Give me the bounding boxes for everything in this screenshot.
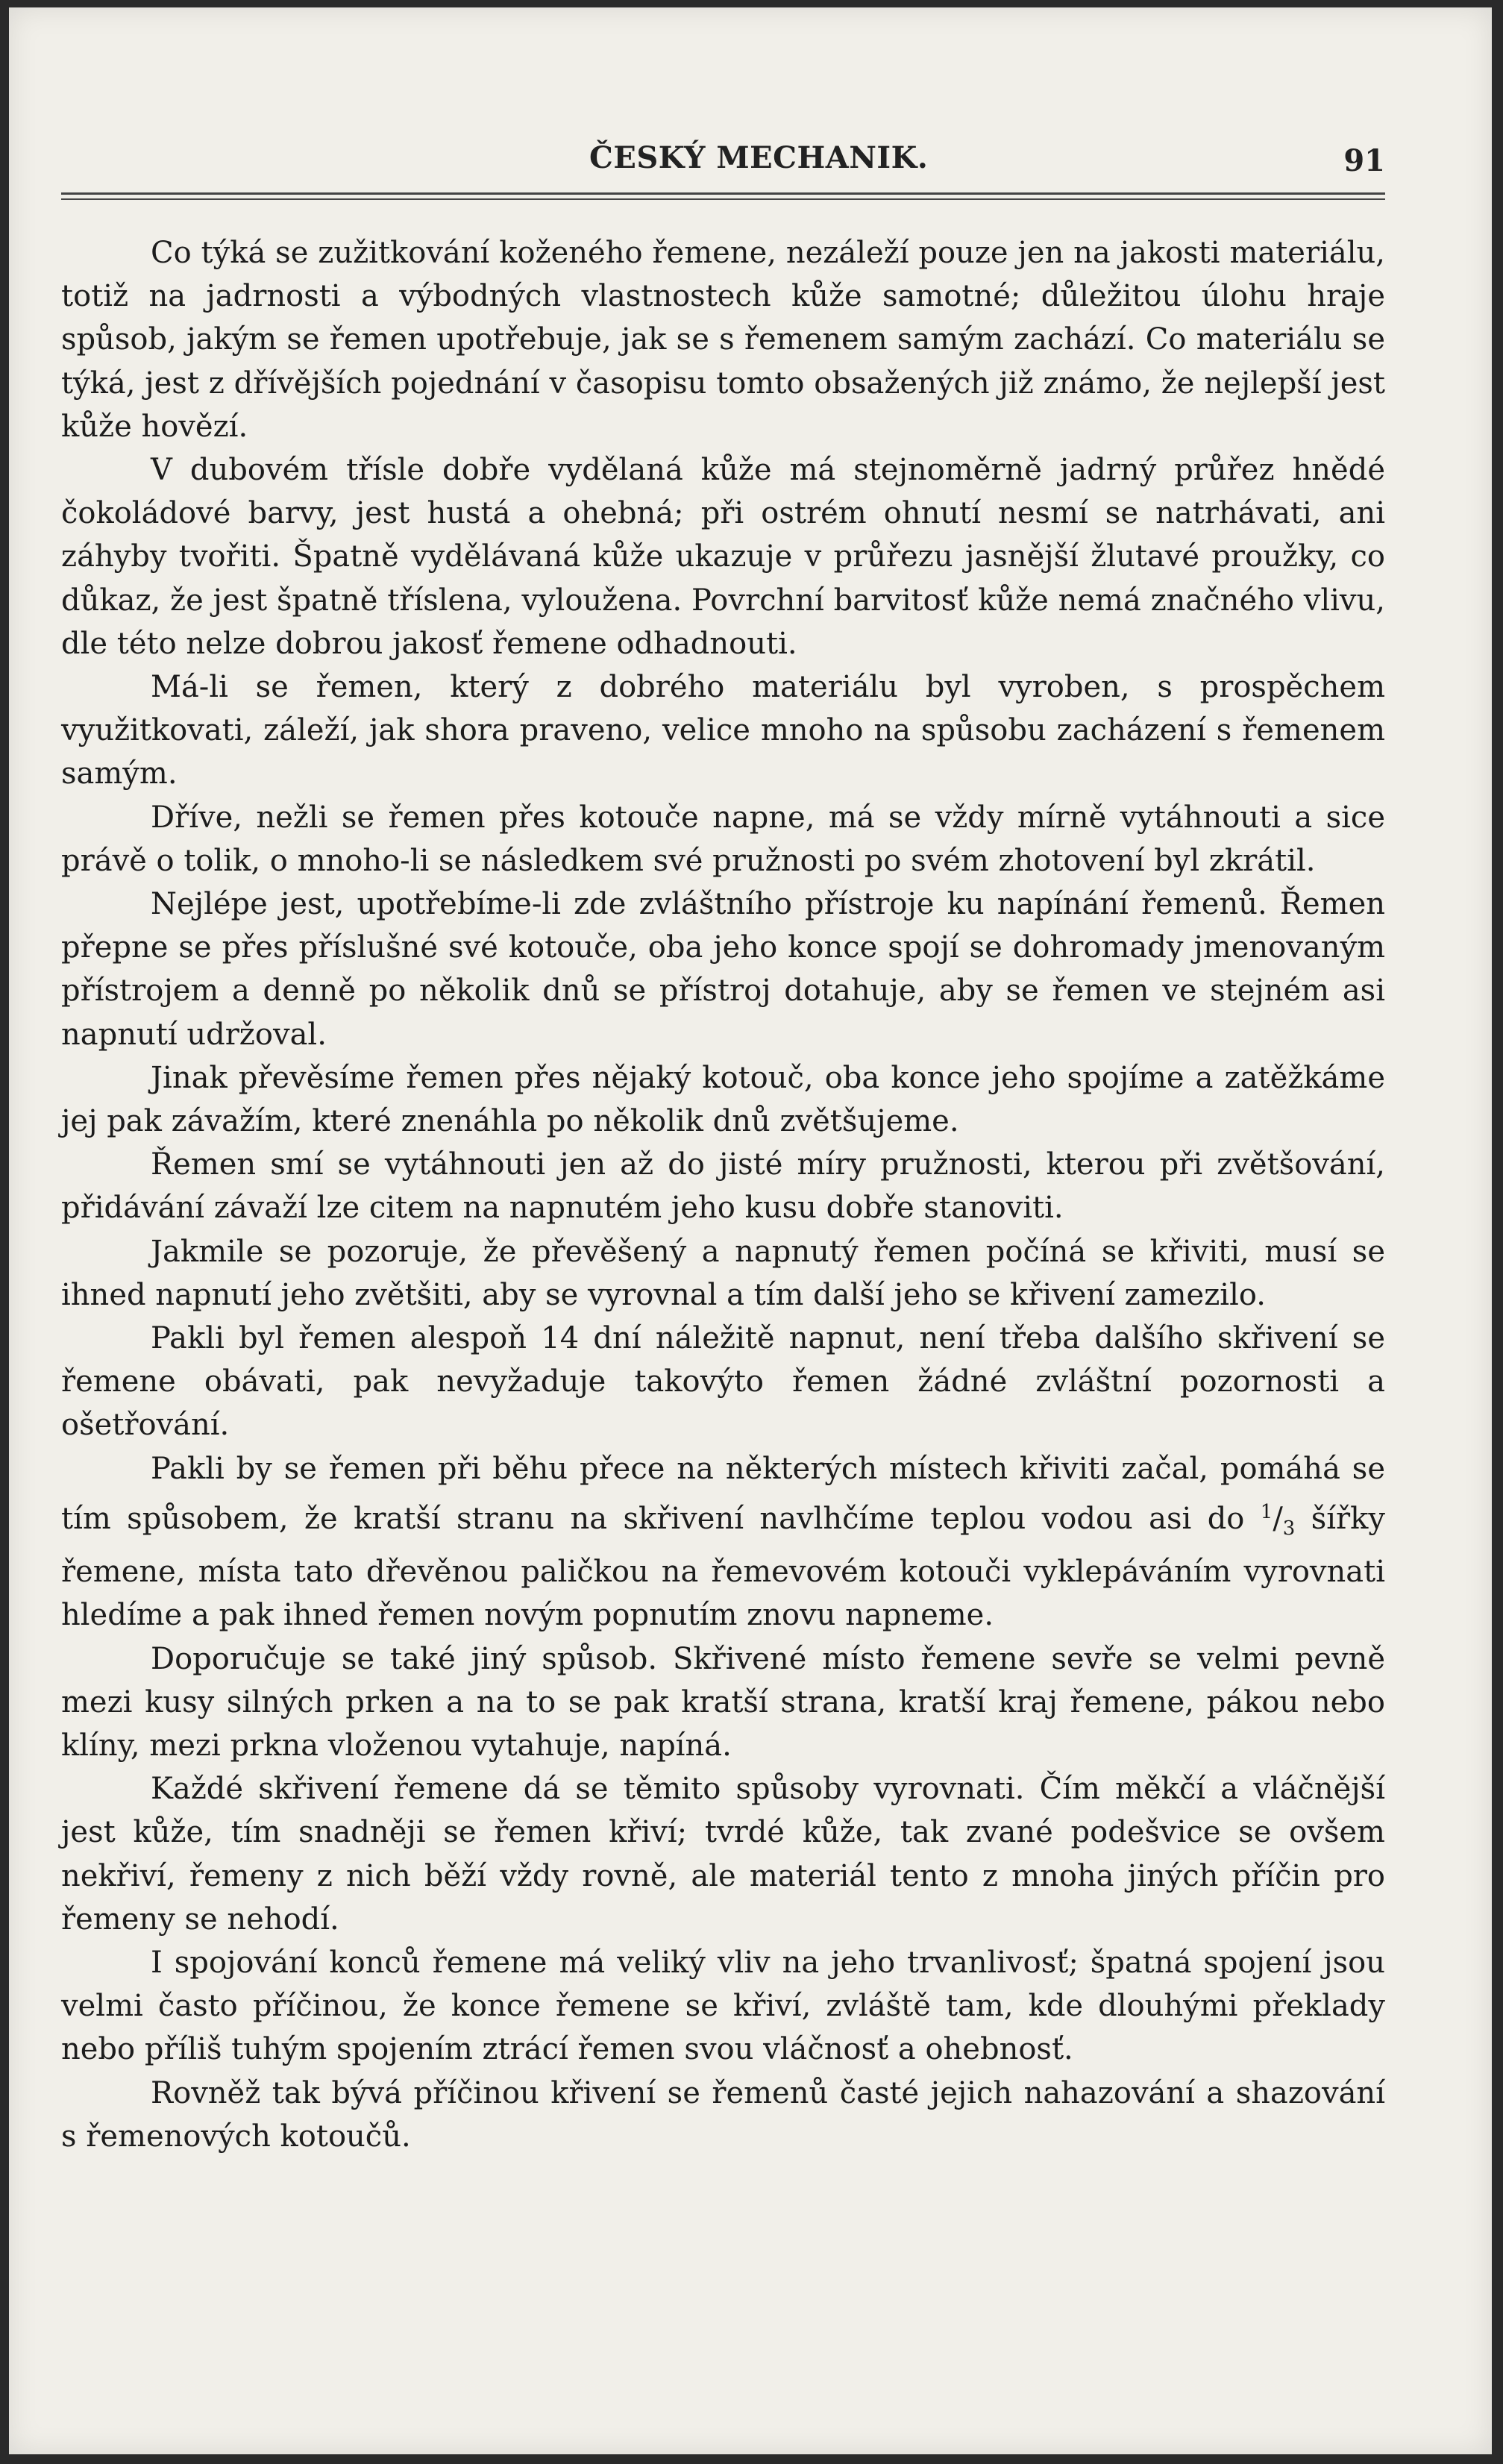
paragraph: V dubovém třísle dobře vydělaná kůže má stejnoměrně jadrný průřez hnědé čokoládové barvy, jest hustá a ohebná; při ostrém ohnutí nesmí se natrhávati, ani záhyby tvořiti. Špatně vydělávaná kůže ukazuje v průřezu jasnější žlutavé proužky, co důkaz, že jest špatně tříslena, vyloužena. Povrchní barvitosť kůže nemá značného vlivu, dle této nelze dobrou jakosť řemene odhadnouti. (61, 453, 1385, 661)
paragraph-text: Pakli by se řemen při běhu přece na některých místech křiviti začal, pomáhá se tím spůsobem, že kratší stranu na skřivení navlhčíme teplou vodou asi do (61, 1451, 1385, 1536)
paragraph: Řemen smí se vytáhnouti jen až do jisté míry pružnosti, kterou při zvětšování, přidávání závaží lze citem na napnutém jeho kusu dobře stanoviti. (61, 1147, 1385, 1226)
header-rule (61, 192, 1385, 200)
fraction-numerator: 1 (1260, 1500, 1273, 1523)
paragraph: Dříve, nežli se řemen přes kotouče napne, má se vždy mírně vytáhnouti a sice právě o tolik, o mnoho-li se následkem své pružnosti po svém zhotovení byl zkrátil. (61, 800, 1385, 878)
article-body (61, 231, 1385, 2290)
fraction-denominator: 3 (1282, 1517, 1296, 1540)
paragraph: Doporučuje se také jiný spůsob. Skřivené místo řemene sevře se velmi pevně mezi kusy silných prken a na to se pak kratší strana, kratší kraj řemene, pákou nebo klíny, mezi prkna vloženou vytahuje, napíná. (61, 1641, 1385, 1763)
running-header (61, 133, 1385, 186)
running-title: ČESKÝ MECHANIK. (589, 140, 929, 175)
paragraph: Má-li se řemen, který z dobrého materiálu byl vyroben, s prospěchem využitkovati, záleží, jak shora praveno, velice mnoho na spůsobu zacházení s řemenem samým. (61, 670, 1385, 791)
page (9, 7, 1492, 2454)
paragraph: Pakli byl řemen alespoň 14 dní náležitě napnut, není třeba dalšího skřivení se řemene obávati, pak nevyžaduje takovýto řemen žádné zvláštní pozornosti a ošetřování. (61, 1321, 1385, 1443)
paragraph: Rovněž tak bývá příčinou křivení se řemenů časté jejich nahazování a shazování s řemenových kotoučů. (61, 2075, 1385, 2154)
paragraph: Každé skřivení řemene dá se těmito spůsoby vyrovnati. Čím měkčí a vláčnější jest kůže, tím snadněji se řemen křiví; tvrdé kůže, tak zvané podešvice se ovšem nekřiví, řemeny z nich běží vždy rovně, ale materiál tento z mnoha jiných příčin pro řemeny se nehodí. (61, 1772, 1385, 1937)
paragraph: Jakmile se pozoruje, že převěšený a napnutý řemen počíná se křiviti, musí se ihned napnutí jeho zvětšiti, aby se vyrovnal a tím další jeho se křivení zamezilo. (61, 1234, 1385, 1312)
paragraph-with-fraction: Pakli by se řemen při běhu přece na některých místech křiviti začal, pomáhá se tím spůsobem, že kratší stranu na skřivení navlhčíme teplou vodou asi do $^1/_3$ šířky řemene, místa tato dřevěnou paličkou na řemevovém kotouči vyklepáváním vyrovnati hledíme a pak ihned řemen novým popnutím znovu napneme. (61, 1451, 1385, 1633)
paragraph-text: šířky řemene, místa tato dřevěnou paličkou na řemevovém kotouči vyklepáváním vyrovnati hledíme a pak ihned řemen novým popnutím znovu napneme. (61, 1501, 1385, 1633)
page-number: 91 (1343, 143, 1385, 178)
paragraph: Jinak převěsíme řemen přes nějaký kotouč, oba konce jeho spojíme a zatěžkáme jej pak závažím, které znenáhla po několik dnů zvětšujeme. (61, 1060, 1385, 1139)
paragraph: I spojování konců řemene má veliký vliv na jeho trvanlivosť; špatná spojení jsou velmi často příčinou, že konce řemene se křiví, zvláště tam, kde dlouhými překlady nebo příliš tuhým spojením ztrácí řemen svou vláčnosť a ohebnosť. (61, 1945, 1385, 2067)
paragraph: Co týká se zužitkování koženého řemene, nezáleží pouze jen na jakosti materiálu, totiž na jadrnosti a výbodných vlastnostech kůže samotné; důležitou úlohu hraje spůsob, jakým se řemen upotřebuje, jak se s řemenem samým zachází. Co materiálu se týká, jest z dřívějších pojednání v časopisu tomto obsažených již známo, že nejlepší jest kůže hovězí. (61, 236, 1385, 444)
paragraph: Nejlépe jest, upotřebíme-li zde zvláštního přístroje ku napínání řemenů. Řemen přepne se přes příslušné své kotouče, oba jeho konce spojí se dohromady jmenovaným přístrojem a denně po několik dnů se přístroj dotahuje, aby se řemen ve stejném asi napnutí udržoval. (61, 887, 1385, 1052)
